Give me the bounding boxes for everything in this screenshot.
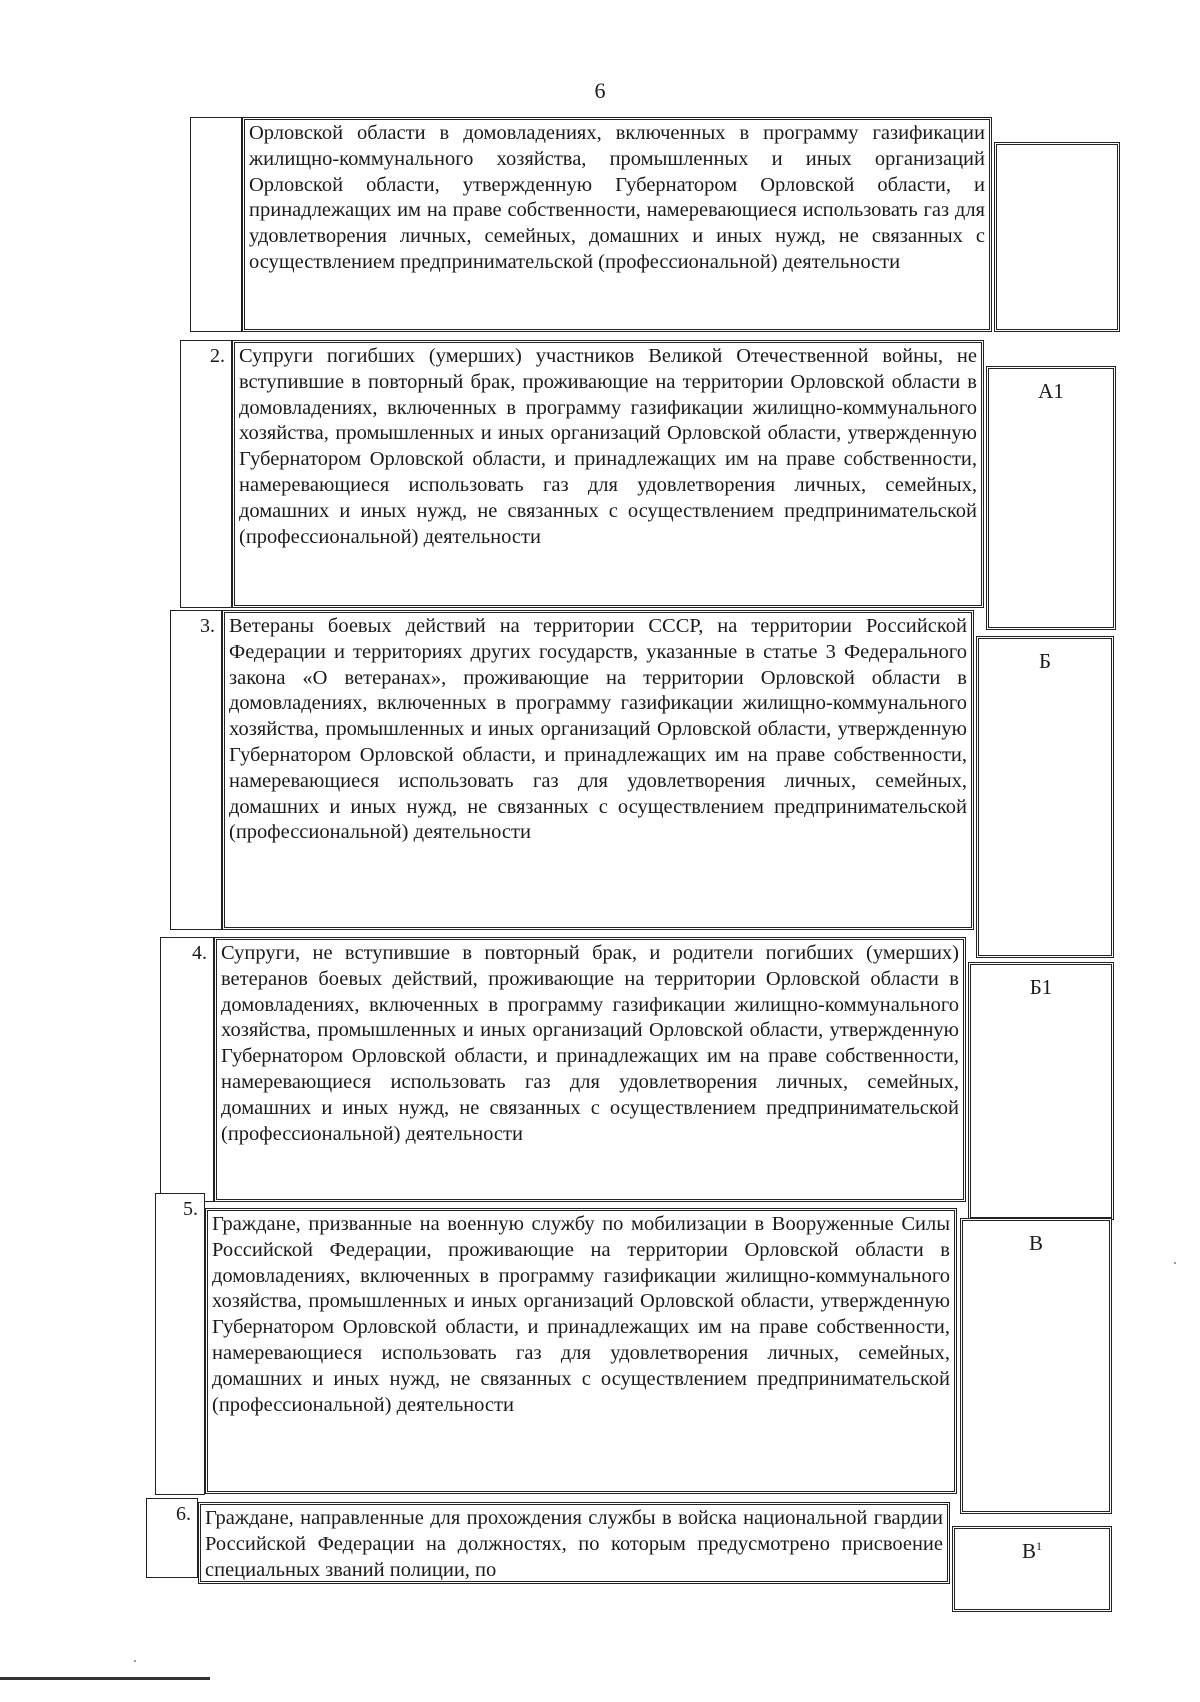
row-number: 3. (170, 610, 222, 930)
row-description: Супруги, не вступившие в повторный брак, и родители погибших (умерших) ветеранов боевых действий, проживающие на территории Орловской области в домовладениях, включенных в программу газификации жилищно-коммунального хозяйства, промышленных и иных организаций Орловской области, утвержденную Губернатором Орловской области, и принадлежащих им на праве собственности, намеревающиеся использовать газ для удовлетворения личных, семейных, домашних и иных нужд, не связанных с осуществлением предпринимательской (профессиональной) деятельности (214, 937, 966, 1202)
scan-speck (134, 1660, 136, 1662)
category-code-text: Б1 (1029, 975, 1053, 999)
row-number: 5. (155, 1193, 205, 1495)
row-category-code (952, 1526, 1112, 1612)
row-description: Граждане, призванные на военную службу по мобилизации в Вооруженные Силы Российской Федерации, проживающие на территории Орловской области в домовладениях, включенных в программу газификации жилищно-коммунального хозяйства, промышленных и иных организаций Орловской области, утвержденную Губернатором Орловской области, и принадлежащих им на праве собственности, намеревающиеся использовать газ для удовлетворения личных, семейных, домашних и иных нужд, не связанных с осуществлением предпринимательской (профессиональной) деятельности (205, 1208, 957, 1494)
row-category-code (968, 962, 1114, 1220)
row-number: 2. (180, 340, 232, 608)
row-description: Орловской области в домовладениях, включенных в программу газификации жилищно-коммунального хозяйства, промышленных и иных организаций Орловской области, утвержденную Губернатором Орловской области, и принадлежащих им на праве собственности, намеревающиеся использовать газ для удовлетворения личных, семейных, домашних и иных нужд, не связанных с осуществлением предпринимательской (профессиональной) деятельности (242, 117, 992, 332)
row-category-code (960, 1218, 1112, 1514)
row-category-code (994, 142, 1120, 332)
row-description: Ветераны боевых действий на территории СССР, на территории Российской Федерации и территориях других государств, указанные в статье 3 Федерального закона «О ветеранах», проживающие на территории Орловской области в домовладениях, включенных в программу газификации жилищно-коммунального хозяйства, промышленных и иных организаций Орловской области, утвержденную Губернатором Орловской области, и принадлежащих им на праве собственности, намеревающиеся использовать газ для удовлетворения личных, семейных, домашних и иных нужд, не связанных с осуществлением предпринимательской (профессиональной) деятельности (222, 610, 974, 930)
row-category-code (976, 636, 1114, 958)
category-code-text: В (1021, 1539, 1036, 1563)
category-code-text: А1 (1038, 379, 1064, 403)
page-number: 6 (594, 78, 606, 103)
row-description: Супруги погибших (умерших) участников Великой Отечественной войны, не вступившие в повторный брак, проживающие на территории Орловской области в домовладениях, включенных в программу газификации жилищно-коммунального хозяйства, промышленных и иных организаций Орловской области, утвержденную Губернатором Орловской области, и принадлежащих им на праве собственности, намеревающиеся использовать газ для удовлетворения личных, семейных, домашних и иных нужд, не связанных с осуществлением предпринимательской (профессиональной) деятельности (232, 340, 984, 608)
scan-edge-line (0, 1677, 210, 1680)
row-description: Граждане, направленные для прохождения службы в войска национальной гвардии Российской Федерации на должностях, по которым предусмотрено присвоение специальных званий полиции, по (198, 1502, 950, 1584)
row-number: 4. (160, 937, 214, 1202)
row-number: 6. (146, 1498, 198, 1578)
category-code-text: Б (1038, 649, 1052, 673)
category-code-superscript: 1 (1036, 1539, 1042, 1553)
row-number (190, 117, 242, 332)
row-category-code (986, 366, 1116, 630)
category-code-text: В (1028, 1231, 1043, 1255)
scan-speck (1174, 1262, 1176, 1264)
